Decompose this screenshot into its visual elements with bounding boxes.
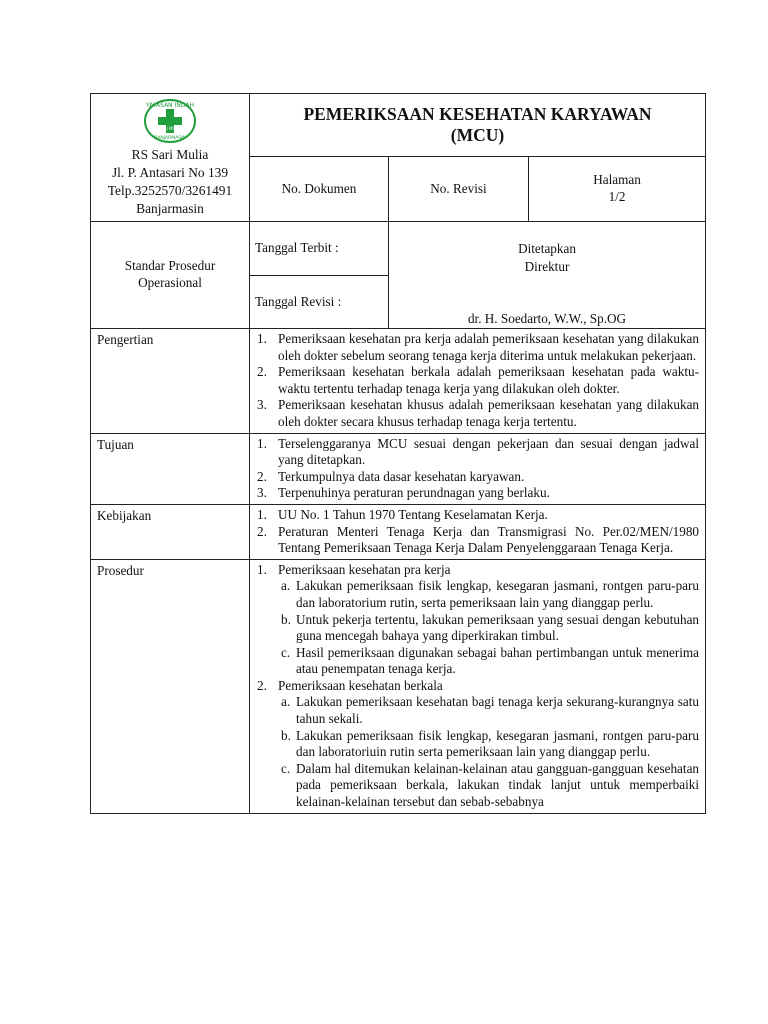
sub-list-item-text: Lakukan pemeriksaan kesehatan bagi tenaga kerja sekurang-kurangnya satu tahun sekali. <box>296 694 700 727</box>
prosedur-sublist <box>278 578 699 678</box>
list-item-text: Pemeriksaan kesehatan pra kerja adalah pemeriksaan kesehatan yang dilakukan oleh dokter sebelum seorang tenaga kerja diterima untuk melakukan pekerjaan. <box>278 331 700 363</box>
institution-block <box>91 94 250 222</box>
list-item-text: Pemeriksaan kesehatan pra kerja <box>278 561 451 577</box>
page-label: Halaman <box>593 172 641 188</box>
logo-text-bottom: BANJARMASIN <box>154 136 186 141</box>
prosedur-sublist <box>278 694 699 810</box>
list-item-text: Pemeriksaan kesehatan khusus adalah pemeriksaan kesehatan yang dilakukan oleh dokter secara khusus terhadap tenaga kerja tertentu. <box>278 397 700 429</box>
list-item: 1. Pemeriksaan kesehatan pra kerja a. Lakukan pemeriksaan fisik lengkap, kesegaran jasmani, rontgen paru-paru dan laboratorium rutin, serta pemeriksaan lain yang dianggap perlu. b. Untuk pekerja tertentu, lakukan pemeriksaan yang sesuai dengan kebutuhan guna mencegah bahaya yang diperkirakan timbul. c. Hasil pemeriksaan digunakan sebagai bahan pertimbangan untuk menerima atau penempatan tenaga kerja. <box>257 561 700 677</box>
sub-list-item: b. Lakukan pemeriksaan fisik lengkap, kesegaran jasmani, rontgen paru-paru dan laboratoriuin rutin serta pemeriksaan lain yang dianggap perlu. <box>281 727 700 760</box>
section-label-kebijakan <box>91 504 250 559</box>
tujuan-list <box>254 436 699 502</box>
list-item-text: Terpenuhinya peraturan perundnagan yang berlaku. <box>278 485 550 501</box>
sub-list-item-text: Dalam hal ditemukan kelainan-kelainan atau gangguan-gangguan kesehatan pada pemeriksaan berkala, lakukan tindak lanjut untuk memperbaiki kelainan-kelainan tersebut dan sebab-sebabnya <box>296 760 700 810</box>
tujuan-label: Tujuan <box>97 436 134 452</box>
page-value: 1/2 <box>608 189 626 204</box>
list-item: 1. Terselenggaranya MCU sesuai dengan pekerjaan dan sesuai dengan jadwal yang ditetapkan. <box>257 435 700 468</box>
issued-date-label: Tanggal Terbit : <box>255 240 339 256</box>
kebijakan-list <box>254 507 699 557</box>
institution-phone: Telp.3252570/3261491 <box>107 183 233 198</box>
document-title <box>250 94 706 157</box>
hospital-cross-logo-icon <box>143 98 197 144</box>
revised-date-label: Tanggal Revisi : <box>255 293 342 309</box>
doc-number-cell <box>250 157 389 222</box>
title-line-2: (MCU) <box>450 125 505 145</box>
sop-label-line-2: Operasional <box>138 275 202 290</box>
approval-cell <box>389 222 706 329</box>
sop-label-line-1: Standar Prosedur <box>124 258 216 274</box>
sop-document <box>90 93 705 814</box>
issued-date-cell <box>250 222 389 276</box>
sop-table <box>90 93 706 814</box>
kebijakan-label: Kebijakan <box>97 507 152 523</box>
revision-number-cell <box>389 157 529 222</box>
section-label-prosedur <box>91 559 250 813</box>
list-item: 2. Peraturan Menteri Tenaga Kerja dan Transmigrasi No. Per.02/MEN/1980 Tentang Pemeriksaan Tenaga Kerja Dalam Penyelenggaraan Tenaga Kerja. <box>257 523 700 556</box>
sub-list-item: a. Lakukan pemeriksaan fisik lengkap, kesegaran jasmani, rontgen paru-paru dan laboratorium rutin, serta pemeriksaan lain yang dianggap perlu. <box>281 578 700 610</box>
section-content-prosedur <box>250 559 706 813</box>
sop-label-cell <box>91 222 250 329</box>
prosedur-label: Prosedur <box>97 562 144 578</box>
list-item-text: Terselenggaranya MCU sesuai dengan pekerjaan dan sesuai dengan jadwal yang ditetapkan. <box>278 435 700 468</box>
sub-list-item-text: Untuk pekerja tertentu, lakukan pemeriksaan yang sesuai dengan kebutuhan guna mencegah bahaya yang diperkirakan timbul. <box>296 611 700 644</box>
list-item: 3. Terpenuhinya peraturan perundnagan yang berlaku. <box>257 485 550 501</box>
approval-line-2: Direktur <box>524 259 570 274</box>
section-content-kebijakan <box>250 504 706 559</box>
sub-list-item: c. Dalam hal ditemukan kelainan-kelainan atau gangguan-gangguan kesehatan pada pemeriksaan berkala, lakukan tindak lanjut untuk memperbaiki kelainan-kelainan tersebut dan sebab-sebabnya <box>281 760 700 810</box>
sub-list-item-text: Lakukan pemeriksaan fisik lengkap, kesegaran jasmani, rontgen paru-paru dan laboratorium rutin, serta pemeriksaan lain yang dianggap perlu. <box>296 578 700 610</box>
page-cell <box>529 157 706 222</box>
section-content-tujuan <box>250 433 706 504</box>
section-label-tujuan <box>91 433 250 504</box>
revised-date-cell <box>250 276 389 329</box>
list-item: 3. Pemeriksaan kesehatan khusus adalah pemeriksaan kesehatan yang dilakukan oleh dokter secara khusus terhadap tenaga kerja tertentu. <box>257 397 700 429</box>
pengertian-list <box>254 331 699 431</box>
institution-city: Banjarmasin <box>136 201 204 216</box>
sub-list-item: c. Hasil pemeriksaan digunakan sebagai bahan pertimbangan untuk menerima atau penempatan tenaga kerja. <box>281 644 700 677</box>
section-label-pengertian <box>91 329 250 434</box>
list-item-text: UU No. 1 Tahun 1970 Tentang Keselamatan Kerja. <box>278 506 548 522</box>
sub-list-item: b. Untuk pekerja tertentu, lakukan pemeriksaan yang sesuai dengan kebutuhan guna mencegah bahaya yang diperkirakan timbul. <box>281 611 700 644</box>
institution-name: RS Sari Mulia <box>131 147 209 162</box>
approval-line-1: Ditetapkan <box>518 241 576 256</box>
list-item-text: Peraturan Menteri Tenaga Kerja dan Transmigrasi No. Per.02/MEN/1980 Tentang Pemeriksaan Tenaga Kerja Dalam Penyelenggaraan Tenaga Kerja. <box>278 523 700 556</box>
list-item: 2. Terkumpulnya data dasar kesehatan karyawan. <box>257 468 525 484</box>
institution-address: Jl. P. Antasari No 139 <box>111 165 229 180</box>
list-item: 1. UU No. 1 Tahun 1970 Tentang Keselamatan Kerja. <box>257 506 548 522</box>
prosedur-list <box>254 562 699 811</box>
logo-text-mid: SARI MULIA <box>158 126 182 131</box>
director-name: dr. H. Soedarto, W.W., Sp.OG <box>467 311 627 327</box>
section-content-pengertian <box>250 329 706 434</box>
list-item: 2. Pemeriksaan kesehatan berkala a. Lakukan pemeriksaan kesehatan bagi tenaga kerja sekurang-kurangnya satu tahun sekali. b. Lakukan pemeriksaan fisik lengkap, kesegaran jasmani, rontgen paru-paru dan laboratoriuin rutin serta pemeriksaan lain yang dianggap perlu. c. Dalam hal ditemukan kelainan-kelainan atau gangguan-gangguan kesehatan pada pemeriksaan berkala, lakukan tindak lanjut untuk memperbaiki kelainan-kelainan tersebut dan sebab-sebabnya <box>257 677 700 810</box>
doc-number-label: No. Dokumen <box>281 180 357 196</box>
revision-number-label: No. Revisi <box>430 180 487 196</box>
list-item: 2. Pemeriksaan kesehatan berkala adalah pemeriksaan kesehatan pada waktu-waktu tertentu terhadap tenaga kerja yang dilakukan oleh dokter. <box>257 364 700 396</box>
logo-text-top: YAYASAN INDAH <box>146 102 194 109</box>
list-item-text: Pemeriksaan kesehatan berkala <box>278 677 443 693</box>
pengertian-label: Pengertian <box>97 332 154 347</box>
title-line-1: PEMERIKSAAN KESEHATAN KARYAWAN <box>303 104 652 124</box>
list-item-text: Pemeriksaan kesehatan berkala adalah pemeriksaan kesehatan pada waktu-waktu tertentu terhadap tenaga kerja yang dilakukan oleh dokter. <box>278 364 700 396</box>
sub-list-item-text: Hasil pemeriksaan digunakan sebagai bahan pertimbangan untuk menerima atau penempatan tenaga kerja. <box>296 644 700 677</box>
list-item-text: Terkumpulnya data dasar kesehatan karyawan. <box>278 468 525 484</box>
list-item: 1. Pemeriksaan kesehatan pra kerja adalah pemeriksaan kesehatan yang dilakukan oleh dokter sebelum seorang tenaga kerja diterima untuk melakukan pekerjaan. <box>257 331 700 363</box>
sub-list-item: a. Lakukan pemeriksaan kesehatan bagi tenaga kerja sekurang-kurangnya satu tahun sekali. <box>281 694 700 727</box>
sub-list-item-text: Lakukan pemeriksaan fisik lengkap, kesegaran jasmani, rontgen paru-paru dan laboratoriuin rutin serta pemeriksaan lain yang dianggap perlu. <box>296 727 700 760</box>
